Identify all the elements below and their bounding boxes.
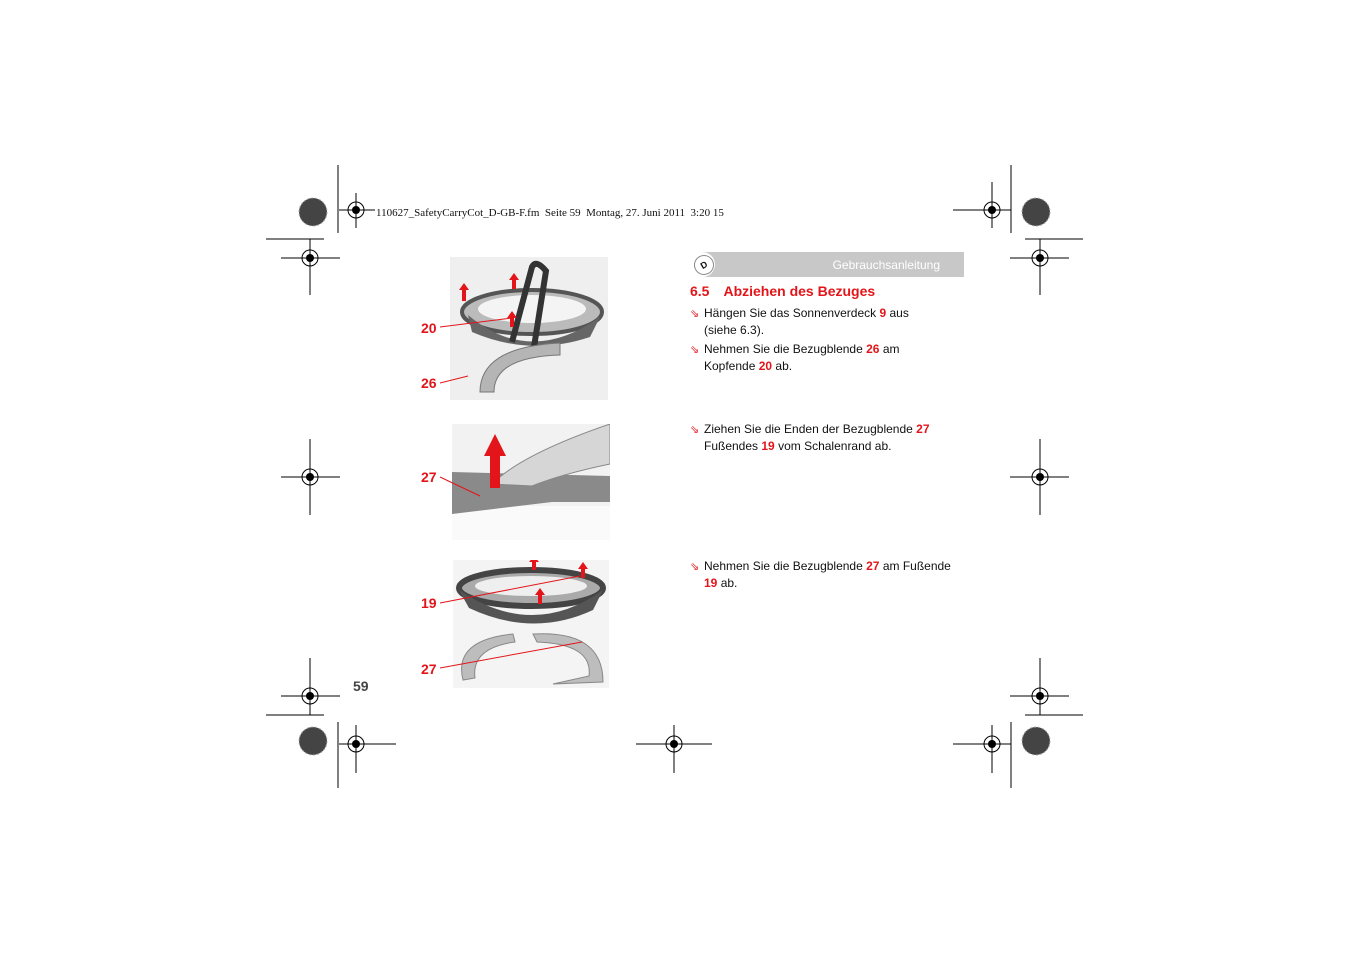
arrow-bullet-icon: ⇘ bbox=[690, 561, 700, 573]
section-heading: 6.5 Abziehen des Bezuges bbox=[690, 283, 876, 299]
instruction-step: ⇘ Nehmen Sie die Bezugblende 26 am Kopfende 20 ab. bbox=[690, 342, 900, 373]
instruction-step: ⇘ Hängen Sie das Sonnenverdeck 9 aus (siehe 6.3). bbox=[690, 306, 909, 337]
file-header: 110627_SafetyCarryCot_D-GB-F.fm Seite 59 Montag, 27. Juni 2011 3:20 15 bbox=[376, 207, 724, 219]
callout-label: 20 bbox=[421, 320, 437, 336]
tab-label: Gebrauchsanleitung bbox=[832, 258, 940, 272]
instruction-step: ⇘ Ziehen Sie die Enden der Bezugblende 27 Fußendes 19 vom Schalenrand ab. bbox=[690, 422, 930, 453]
callout-label: 26 bbox=[421, 375, 437, 391]
arrow-bullet-icon: ⇘ bbox=[690, 424, 700, 436]
callout-label: 19 bbox=[421, 595, 437, 611]
callout-label: 27 bbox=[421, 661, 437, 677]
instruction-step: ⇘ Nehmen Sie die Bezugblende 27 am Fußende 19 ab. bbox=[690, 559, 951, 590]
page-number: 59 bbox=[353, 678, 369, 694]
callout-label: 27 bbox=[421, 469, 437, 485]
arrow-bullet-icon: ⇘ bbox=[690, 308, 700, 320]
language-badge: D bbox=[690, 251, 717, 278]
arrow-bullet-icon: ⇘ bbox=[690, 344, 700, 356]
